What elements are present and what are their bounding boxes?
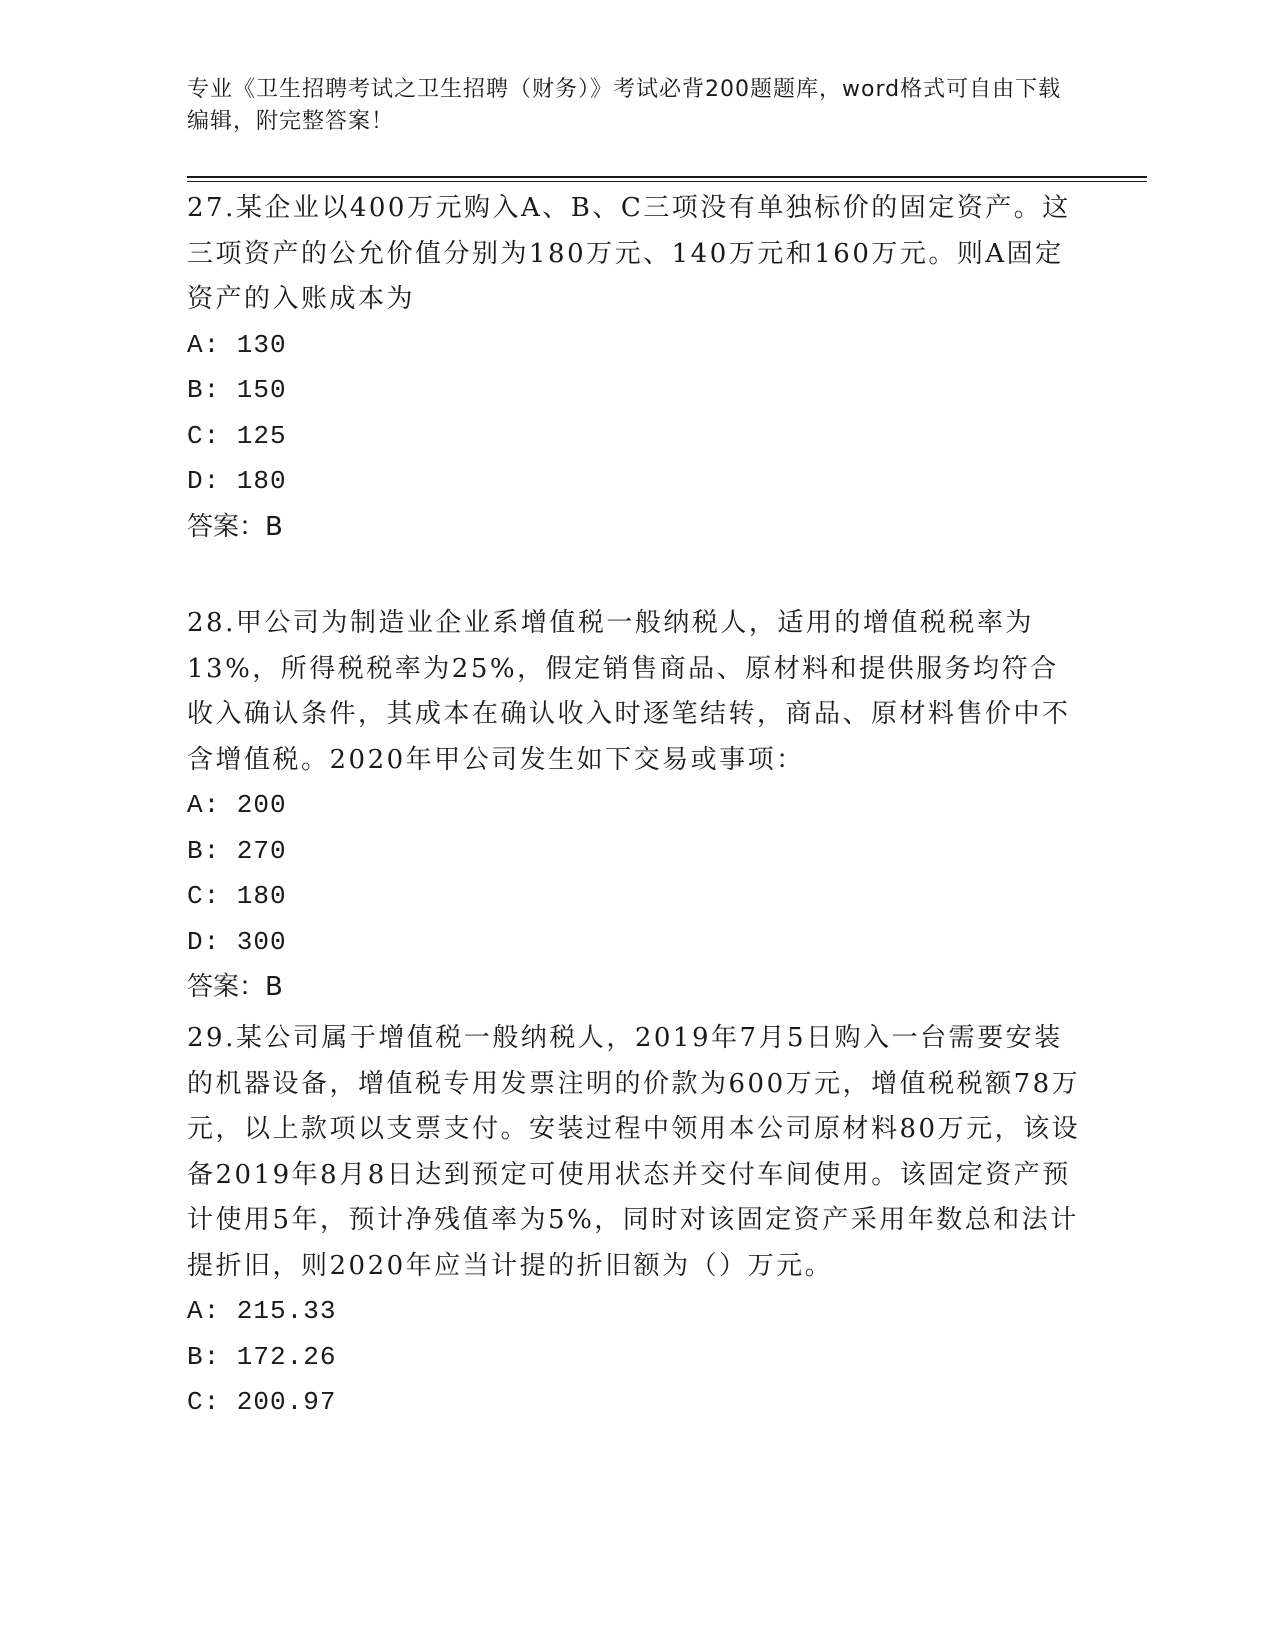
option-d: D: 180 xyxy=(187,466,287,496)
question-27 xyxy=(187,186,1087,550)
header-divider-thick xyxy=(187,176,1147,178)
option-a: A: 215.33 xyxy=(187,1296,337,1326)
option-b: B: 172.26 xyxy=(187,1341,337,1372)
option-a: A: 200 xyxy=(187,790,287,820)
answer-line: 答案：B xyxy=(187,972,283,1002)
option-d: D: 300 xyxy=(187,926,287,957)
option-c: C: 200.97 xyxy=(187,1387,337,1417)
question-stem: 27.某企业以400万元购入A、B、C三项没有单独标价的固定资产。这三项资产的公允价值分别为180万元、140万元和160万元。则A固定资产的入账成本为 xyxy=(187,193,1071,314)
question-29 xyxy=(187,1016,1087,1426)
answer-line: 答案：B xyxy=(187,511,283,542)
option-b: B: 150 xyxy=(187,375,287,405)
header-divider-thin xyxy=(187,181,1147,182)
question-28 xyxy=(187,601,1087,1011)
document-header: 专业《卫生招聘考试之卫生招聘（财务）》考试必背200题题库，word格式可自由下载编辑，附完整答案！ xyxy=(187,77,1062,134)
option-b: B: 270 xyxy=(187,835,287,866)
option-c: C: 125 xyxy=(187,420,287,451)
question-stem: 29.某公司属于增值税一般纳税人，2019年7月5日购入一台需要安装的机器设备，增值税专用发票注明的价款为600万元，增值税税额78万元，以上款项以支票支付。安装过程中领用本公司原材料80万元，该设备2019年8月8日达到预定可使用状态并交付车间使用。该固定资产预计使用5年，预计净残值率为5%，同时对该固定资产采用年数总和法计提折旧，则2020年应当计提的折旧额为（）万元。 xyxy=(187,1023,1081,1281)
option-a: A: 130 xyxy=(187,329,287,360)
question-stem: 28.甲公司为制造业企业系增值税一般纳税人，适用的增值税税率为13%，所得税税率为25%，假定销售商品、原材料和提供服务均符合收入确认条件，其成本在确认收入时逐笔结转，商品、原材料售价中不含增值税。2020年甲公司发生如下交易或事项： xyxy=(187,608,1071,775)
option-c: C: 180 xyxy=(187,881,287,911)
